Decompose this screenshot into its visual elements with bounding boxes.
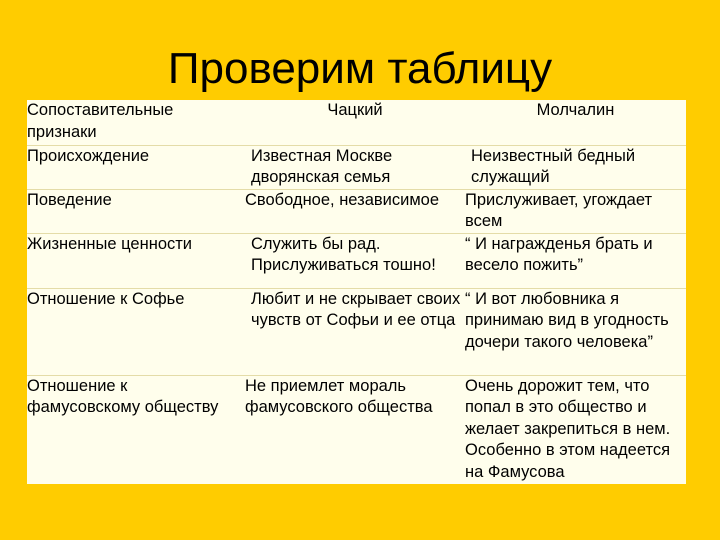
slide-title: Проверим таблицу (167, 44, 553, 93)
header-chatsky: Чацкий (327, 101, 383, 119)
row-chatsky: Свободное, независимое (245, 189, 465, 233)
row-feature: Отношение к Софье (27, 288, 245, 375)
row-feature: Происхождение (27, 145, 245, 189)
row-chatsky: Любит и не скрывает своих чувств от Софьи и ее отца (245, 288, 465, 375)
table-row (27, 189, 686, 233)
row-feature: Отношение к фамусовскому обществу (27, 375, 245, 484)
comparison-table (27, 100, 686, 484)
row-chatsky: Известная Москве дворянская семья (245, 145, 465, 189)
row-molchalin: Прислуживает, угождает всем (465, 189, 686, 233)
table-row (27, 145, 686, 189)
row-molchalin: “ И награжденья брать и весело пожить” (465, 233, 686, 288)
header-molchalin: Молчалин (536, 101, 615, 119)
table-header-row (27, 100, 686, 145)
row-molchalin: Очень дорожит тем, что попал в это общество и желает закрепиться в нем. Особенно в этом надеется на Фамусова (465, 375, 686, 484)
table-row (27, 233, 686, 288)
row-molchalin: Неизвестный бедный служащий (465, 145, 686, 189)
row-feature: Поведение (27, 189, 245, 233)
row-molchalin: “ И вот любовника я принимаю вид в угодность дочери такого человека” (465, 288, 686, 375)
row-chatsky: Служить бы рад. Прислуживаться тошно! (245, 233, 465, 288)
row-chatsky: Не приемлет мораль фамусовского общества (245, 375, 465, 484)
table-row (27, 288, 686, 375)
table-row (27, 375, 686, 484)
row-feature: Жизненные ценности (27, 233, 245, 288)
header-features: Сопоставительные признаки (27, 101, 174, 141)
